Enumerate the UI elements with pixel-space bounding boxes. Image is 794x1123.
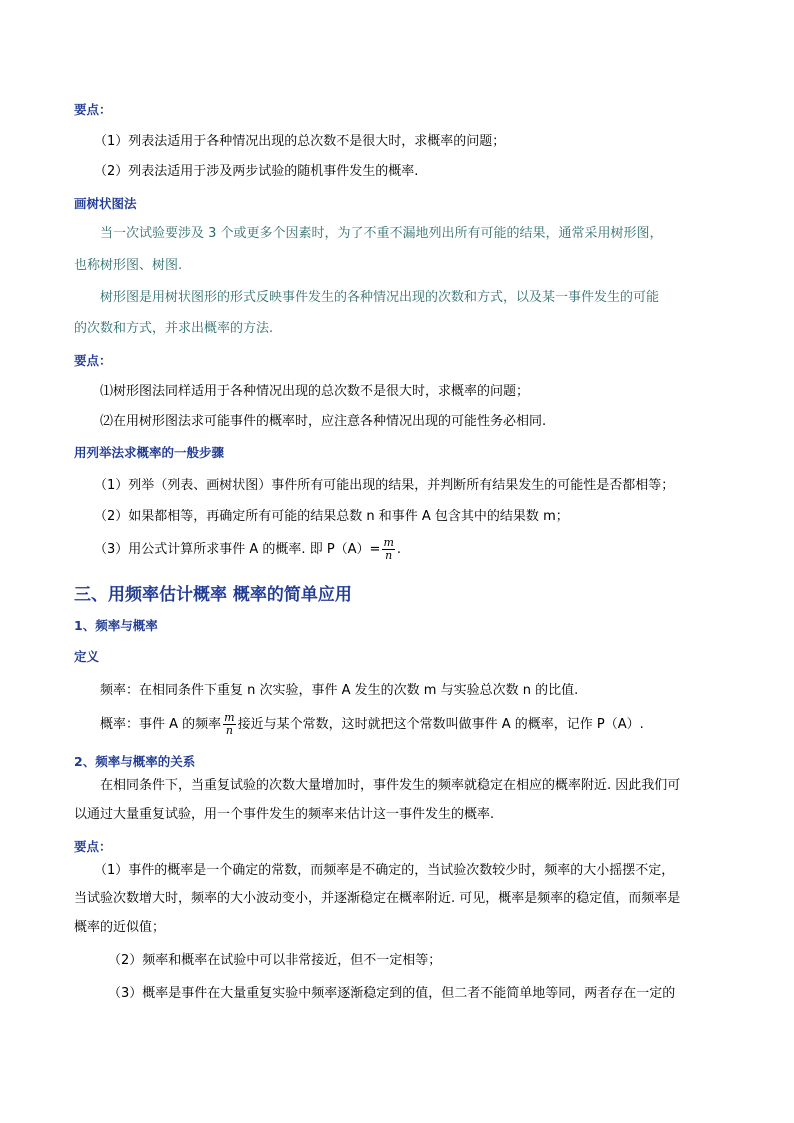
frequency-definition: 频率：在相同条件下重复 n 次实验，事件 A 发生的次数 m 与实验总次数 n 的比值. bbox=[100, 683, 579, 698]
tree-para1-line1: 当一次试验要涉及 3 个或更多个因素时，为了不重不漏地列出所有可能的结果，通常采用树形图， bbox=[100, 226, 663, 241]
key-point-1-line1: （1）事件的概率是一个确定的常数，而频率是不确定的，当试验次数较少时，频率的大小摇摆不定， bbox=[94, 863, 675, 878]
relationship-line1: 在相同条件下，当重复试验的次数大量增加时，事件发生的频率就稳定在相应的概率附近. 因此我们可 bbox=[100, 778, 681, 793]
steps-heading: 用列举法求概率的一般步骤 bbox=[74, 445, 225, 460]
tree-point-1: ⑴树形图法同样适用于各种情况出现的总次数不是很大时，求概率的问题； bbox=[100, 384, 530, 399]
step-3-text: （3）用公式计算所求事件 A 的概率. 即 P（A）= bbox=[94, 542, 381, 557]
step-3-end: . bbox=[396, 542, 402, 557]
key-point-1-line3: 概率的近似值； bbox=[74, 920, 166, 935]
probability-definition bbox=[100, 711, 644, 739]
probability-definition-end: 接近与某个常数，这时就把这个常数叫做事件 A 的概率，记作 P（A）. bbox=[237, 717, 644, 732]
key-point-1-line2: 当试验次数增大时，频率的大小波动变小，并逐渐稳定在概率附近. 可见，概率是频率的稳定值，而频率是 bbox=[74, 891, 681, 906]
section-title-key-points: 要点： bbox=[74, 102, 112, 117]
section-3-title: 三、用频率估计概率 概率的简单应用 bbox=[74, 585, 352, 605]
section-title-key-points-3: 要点： bbox=[74, 839, 112, 854]
definition-heading: 定义 bbox=[74, 649, 100, 664]
frequency-fraction bbox=[223, 712, 235, 737]
fraction-denominator: n bbox=[385, 549, 393, 562]
probability-fraction bbox=[382, 537, 394, 562]
relationship-line2: 以通过大量重复试验，用一个事件发生的频率来估计这一事件发生的概率. bbox=[74, 807, 495, 822]
key-point-3: （3）概率是事件在大量重复实验中频率逐渐稳定到的值，但二者不能简单地等同，两者存在一定的 bbox=[108, 986, 676, 1001]
tree-point-2: ⑵在用树形图法求可能事件的概率时，应注意各种情况出现的可能性务必相同. bbox=[100, 414, 547, 429]
tree-diagram-heading: 画树状图法 bbox=[74, 196, 137, 211]
list-method-point-2: （2）列表法适用于涉及两步试验的随机事件发生的概率. bbox=[94, 164, 419, 179]
fraction-denominator: n bbox=[225, 724, 233, 737]
tree-para2-line2: 的次数和方式，并求出概率的方法. bbox=[74, 321, 274, 336]
probability-definition-start: 概率：事件 A 的频率 bbox=[100, 717, 222, 732]
tree-para2-line1: 树形图是用树状图形的形式反映事件发生的各种情况出现的次数和方式，以及某一事件发生的可能 bbox=[100, 290, 660, 305]
tree-para1-line2: 也称树形图、树图. bbox=[74, 258, 183, 273]
list-method-point-1: （1）列表法适用于各种情况出现的总次数不是很大时，求概率的问题； bbox=[94, 134, 506, 149]
subsection-relationship: 2、频率与概率的关系 bbox=[74, 754, 196, 769]
step-3 bbox=[94, 536, 401, 564]
key-point-2: （2）频率和概率在试验中可以非常接近，但不一定相等； bbox=[108, 953, 442, 968]
fraction-numerator: m bbox=[224, 711, 235, 724]
step-1: （1）列举（列表、画树状图）事件所有可能出现的结果，并判断所有结果发生的可能性是否都相等； bbox=[94, 478, 675, 493]
fraction-numerator: m bbox=[383, 536, 394, 549]
subsection-frequency-probability: 1、频率与概率 bbox=[74, 618, 158, 633]
section-title-key-points-2: 要点： bbox=[74, 353, 112, 368]
step-2: （2）如果都相等，再确定所有可能的结果总数 n 和事件 A 包含其中的结果数 m； bbox=[94, 509, 569, 524]
